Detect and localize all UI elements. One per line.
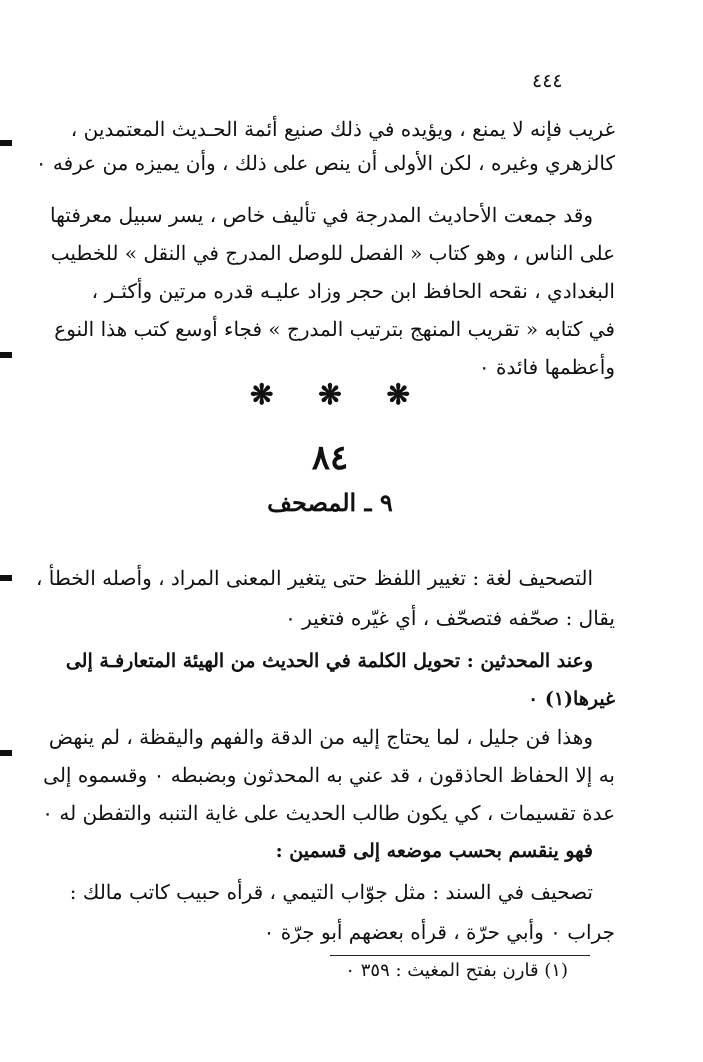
paragraph-tashif-istilah: [65, 642, 615, 718]
footnote-rule: [330, 955, 590, 956]
page-number: ٤٤٤: [532, 70, 563, 92]
paragraph-mudraj-books: [49, 196, 615, 386]
asterism-glyph: ❋: [386, 378, 410, 411]
scan-edge-mark: [0, 575, 12, 581]
paragraph-tashif-sanad: [69, 872, 615, 952]
paragraph-division: [95, 834, 615, 868]
asterism-glyph: ❋: [250, 378, 274, 411]
text-line: به إلا الحفاظ الحاذقون ، قد عني به المحدثون وبضبطه ٠ وقسموه إلى: [43, 763, 615, 787]
section-separator: [250, 378, 410, 411]
text-line: يقال : صحّفه فتصحّف ، أي غيّره فتغير ٠: [285, 606, 615, 630]
text-line: كالزهري وغيره ، لكن الأولى أن ينص على ذلك ، وأن يميزه من عرفه ٠: [35, 151, 615, 175]
scan-edge-mark: [0, 140, 12, 146]
text-line: وأعظمها فائدة ٠: [478, 355, 615, 379]
text-line: غيرها(١) ٠: [528, 688, 615, 710]
paragraph-importance: [42, 718, 615, 832]
text-line: جراب ٠ وأبي حرّة ، قرأه بعضهم أبو جرّة ٠: [263, 920, 615, 944]
text-line: غريب فإنه لا يمنع ، ويؤيده في ذلك صنيع أئمة الحـديث المعتمدين ،: [70, 117, 615, 141]
paragraph-continuation: [35, 112, 615, 180]
asterism-glyph: ❋: [318, 378, 342, 411]
text-line: في كتابه « تقريب المنهج بترتيب المدرج » فجاء أوسع كتب هذا النوع: [54, 317, 615, 341]
text-line: وهذا فن جليل ، لما يحتاج إليه من الدقة والفهم واليقظة ، لم ينهض: [48, 725, 593, 749]
text-line: على الناس ، وهو كتاب « الفصل للوصل المدرج في النقل » للخطيب: [50, 241, 615, 265]
text-line: البغدادي ، نقحه الحافظ ابن حجر وزاد عليـه قدره مرتين وأكثـر ،: [91, 279, 615, 303]
text-line: تصحيف في السند : مثل جوّاب التيمي ، قرأه حبيب كاتب مالك :: [69, 880, 593, 904]
footnote: (١) قارن بفتح المغيث : ٣٥٩ ٠: [345, 960, 568, 981]
text-line: وعند المحدثين : تحويل الكلمة في الحديث من الهيئة المتعارفـة إلى: [65, 650, 593, 672]
text-line: التصحيف لغة : تغيير اللفظ حتى يتغير المعنى المراد ، وأصله الخطأ ،: [35, 566, 593, 590]
text-line: عدة تقسيمات ، كي يكون طالب الحديث على غاية التنبه والتفطن له ٠: [42, 801, 615, 825]
scan-edge-mark: [0, 352, 12, 358]
text-line: فهو ينقسم بحسب موضعه إلى قسمين :: [275, 840, 593, 862]
text-line: وقد جمعت الأحاديث المدرجة في تأليف خاص ، يسر سبيل معرفتها: [49, 203, 593, 227]
section-number: ٨٤: [311, 438, 349, 478]
section-title: ٩ ـ المصحف: [267, 488, 393, 517]
paragraph-tashif-lugha: [35, 558, 615, 638]
scan-edge-mark: [0, 750, 12, 756]
